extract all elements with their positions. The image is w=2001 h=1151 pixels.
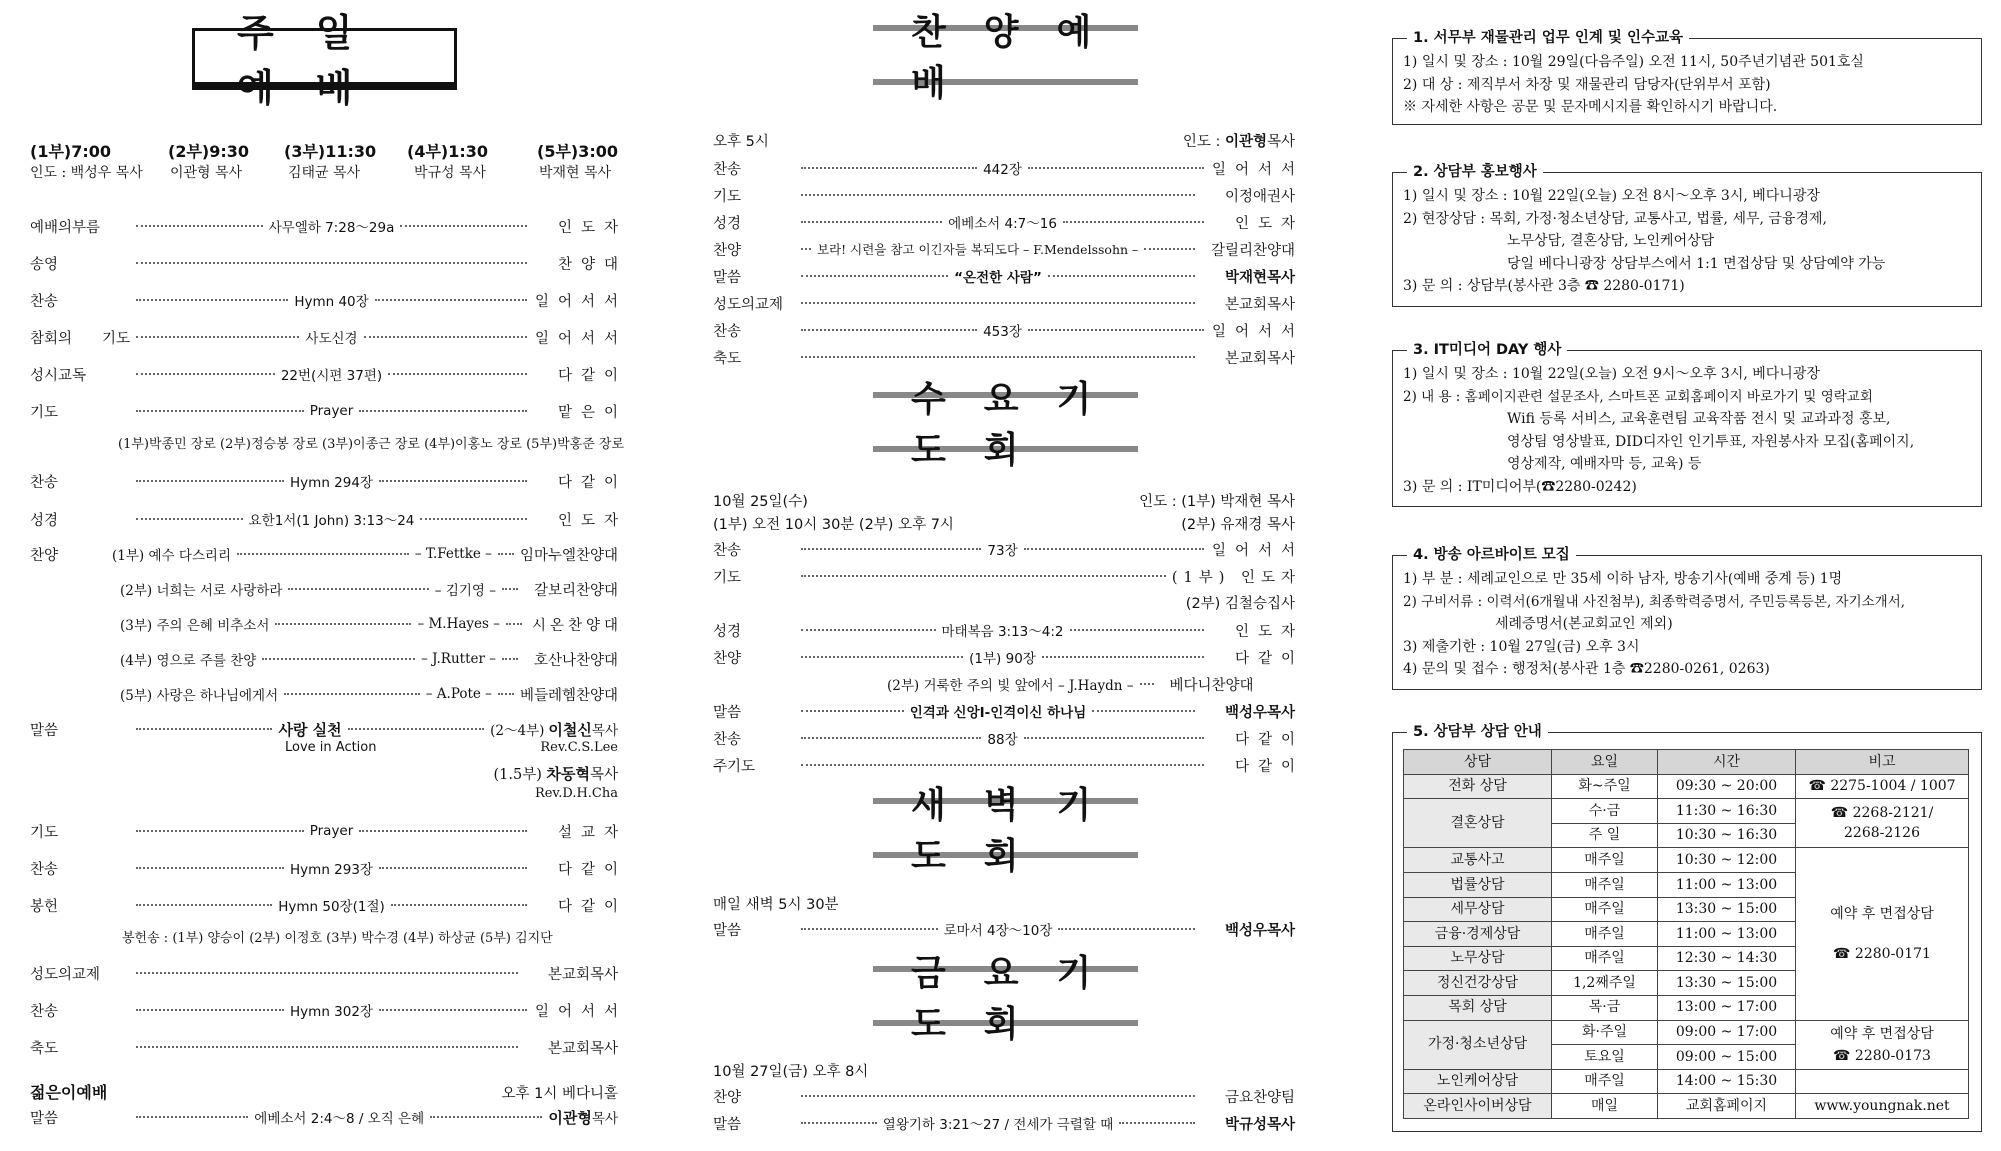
table-row: 가정·청소년상담 화·주일 09:00 ~ 17:00 예약 후 면접상담 ☎ 2280-0173: [1404, 1020, 1969, 1045]
notice-2-title: 2. 상담부 홍보행사: [1407, 161, 1543, 184]
anthem-row-2: (2부) 너희는 서로 사랑하라 – 김기영 – 갈보리찬양대: [120, 582, 618, 599]
praise-row-scripture: 성경 에베소서 4:7～16 인도자: [713, 215, 1304, 232]
order-row-scripture: 성경 요한1서(1 John) 3:13～24 인도자: [30, 512, 628, 529]
praise-row-anthem: 찬양 보라! 시련을 참고 이긴자들 복되도다 – F.Mendelssohn – 갈릴리찬양대: [713, 242, 1295, 259]
anthem-row-5: (5부) 사랑은 하나님에게서 – A.Pote – 베들레헴찬양대: [120, 686, 618, 704]
notice-3-title: 3. IT미디어 DAY 행사: [1407, 339, 1567, 362]
anthem-row-3: (3부) 주의 은혜 비추소서 – M.Hayes – 시온찬양대: [120, 616, 622, 634]
offering-singers: 봉헌송 : (1부) 양승이 (2부) 이정호 (3부) 박수경 (4부) 하상균 (5부) 김지단: [122, 931, 553, 946]
col-header-note: 비고: [1796, 750, 1969, 775]
friday-date: 10월 27일(금) 오후 8시: [713, 1064, 869, 1080]
col-header-day: 요일: [1552, 750, 1658, 775]
table-row: 금융·경제상담 매주일 11:00 ~ 13:00: [1404, 922, 1969, 947]
anthem-row-4: (4부) 영으로 주를 찬양 – J.Rutter – 호산나찬양대: [120, 651, 618, 669]
counsel-schedule-table: [1403, 749, 1969, 1119]
notice-2: 2. 상담부 홍보행사 1) 일시 및 장소 : 10월 22일(오늘) 오전 8시～오후 3시, 베다니광장 2) 현장상담 : 목회, 가정·청소년상담, 교통사고, 법률, 세무, 금융경제, 노무상담, 결혼상담, 노인케어상담 당일 베다니광장 상담부스에서 1:1 면접상담 및 상담예약 가능 3) 문 의 : 상담부(봉사관 3층 ☎ 2280-0171): [1392, 172, 1982, 307]
order-row-responsive-reading: 성시교독 22번(시편 37편) 다같이: [30, 367, 628, 384]
announcements-column: [1392, 0, 1982, 1151]
order-row-hymn-302: 찬송 Hymn 302장 일어서서: [30, 1003, 628, 1020]
friday-row-praise: 찬양 금요찬양팀: [713, 1089, 1295, 1106]
youth-service-time: 오후 1시 베다니홀: [501, 1086, 618, 1102]
friday-row-sermon: 말씀 열왕기하 3:21～27 / 전세가 극렬할 때 박규성목사: [713, 1115, 1296, 1133]
leader-2: 이관형 목사: [170, 165, 243, 181]
table-row: 주 일 10:30 ~ 16:30: [1404, 823, 1969, 848]
notice-3: 3. IT미디어 DAY 행사 1) 일시 및 장소 : 10월 22일(오늘) 오전 9시～오후 3시, 베다니광장 2) 내 용 : 홈페이지관련 설문조사, 스마트폰 교회홈페이지 바로가기 및 영락교회 Wifi 등록 서비스, 교육훈련팀 교육작품 전시 및 교과과정 홍보, 영상팀 영상발표, DID디자인 인기투표, 자원봉사자 모집(홈페이지, 영상제작, 예배자막 등, 교육) 등 3) 문 의 : IT미디어부(☎2280-0242): [1392, 350, 1982, 507]
wednesday-time: (1부) 오전 10시 30분 (2부) 오후 7시: [713, 517, 954, 533]
praise-service-leader: 인도 : 이관형목사: [1182, 134, 1295, 150]
wed-row-hymn-73: 찬송 73장 일어서서: [713, 542, 1305, 559]
wed-row-scripture: 성경 마태복음 3:13～4:2 인도자: [713, 623, 1304, 640]
anthem-row-1: 찬양 (1부) 예수 다스리리 – T.Fettke – 임마누엘찬양대: [30, 546, 618, 564]
praise-service-time: 오후 5시: [713, 134, 769, 150]
order-row-hymn-294: 찬송 Hymn 294장 다같이: [30, 474, 628, 491]
table-header-row: [1404, 750, 1969, 775]
order-row-offering: 봉헌 Hymn 50장(1절) 다같이: [30, 898, 627, 915]
time-5: (5부)3:00: [537, 142, 619, 161]
table-row: 법률상담 매주일 11:00 ~ 13:00: [1404, 872, 1969, 897]
preacher-2-en: Rev.D.H.Cha: [534, 786, 618, 801]
wednesday-leader-2: (2부) 유재경 목사: [1181, 517, 1295, 533]
wed-row-lords-prayer: 주기도 다같이: [713, 758, 1304, 775]
preacher-1: 이철신: [548, 720, 592, 739]
leader-3: 김태균 목사: [288, 165, 361, 181]
dawn-prayer-heading: 새벽기도회: [873, 798, 1138, 858]
praise-row-benediction: 축도 본교회목사: [713, 350, 1295, 367]
wed-row-hymn-90: 찬양 (1부) 90장 다같이: [713, 650, 1304, 667]
sunday-service-column: [30, 0, 628, 1151]
order-row-confession: 참회의 기도 사도신경 일어서서: [30, 330, 628, 347]
table-row: 토요일 09:00 ~ 15:00: [1404, 1045, 1969, 1070]
wed-row-prayer: 기도 (1부) 인도자: [713, 569, 1301, 586]
table-row: 교통사고 매주일 10:30 ~ 12:00 예약 후 면접상담 ☎ 2280-0171: [1404, 848, 1969, 873]
order-row-call-to-worship: 예배의부름 사무엘하 7:28～29a 인도자: [30, 219, 628, 236]
dawn-time: 매일 새벽 5시 30분: [713, 897, 839, 913]
time-4: (4부)1:30: [407, 142, 489, 161]
notice-1-title: 1. 서무부 재물관리 업무 인계 및 인수교육: [1407, 27, 1689, 50]
notice-1: 1. 서무부 재물관리 업무 인계 및 인수교육 1) 일시 및 장소 : 10월 29일(다음주일) 오전 11시, 50주년기념관 501호실 2) 대 상 : 제직부서 차장 및 재물관리 담당자(단위부서 포함) ※ 자세한 사항은 공문 및 문자메시지를 확인하시기 바랍니다.: [1392, 38, 1982, 125]
praise-service-heading: 찬양예배: [873, 25, 1138, 85]
sermon-title: 사랑 실천: [278, 720, 342, 739]
table-row: 전화 상담 화~주일 09:30 ~ 20:00 ☎ 2275-1004 / 1007: [1404, 774, 1969, 799]
praise-row-hymn-442: 찬송 442장 일어서서: [713, 161, 1304, 178]
wed-row-hymn-88: 찬송 88장 다같이: [713, 731, 1305, 748]
sermon-row: 말씀 사랑 실천 (2～4부) 이철신 목사: [30, 720, 618, 739]
leader-5: 박재현 목사: [539, 165, 612, 181]
weekday-services-column: [713, 0, 1305, 1151]
sunday-service-heading: 주일예배: [192, 28, 457, 90]
table-row: 세무상담 매주일 13:30 ~ 15:00: [1404, 897, 1969, 922]
order-row-fellowship: 성도의교제 본교회목사: [30, 966, 618, 983]
praise-row-hymn-453: 찬송 453장 일어서서: [713, 323, 1304, 340]
order-row-hymn-293: 찬송 Hymn 293장 다같이: [30, 861, 628, 878]
notice-4-title: 4. 방송 아르바이트 모집: [1407, 544, 1576, 567]
order-row-doxology: 송영 찬양대: [30, 256, 627, 273]
table-row: 목회 상담 목·금 13:00 ~ 17:00: [1404, 995, 1969, 1020]
table-row: 정신건강상담 1,2째주일 13:30 ~ 15:00: [1404, 971, 1969, 996]
wed-row-sermon: 말씀 인격과 신앙Ⅰ-인격이신 하나님 백성우목사: [713, 703, 1295, 721]
notice-5-counsel: [1392, 724, 1982, 1132]
praise-row-sermon: 말씀 “온전한 사람” 박재현목사: [713, 268, 1295, 286]
prayer-elders: (1부)박종민 장로 (2부)정승봉 장로 (3부)이종근 장로 (4부)이홍노 장로 (5부)박홍준 장로: [118, 437, 625, 452]
time-1: (1부)7:00: [30, 142, 112, 161]
time-3: (3부)11:30: [284, 142, 377, 161]
table-row: 노인케어상담 매주일 14:00 ~ 15:30: [1404, 1069, 1969, 1094]
wednesday-leader-1: 인도 : (1부) 박재현 목사: [1139, 494, 1295, 510]
col-header-time: 시간: [1658, 750, 1796, 775]
wednesday-prayer-heading: 수요기도회: [873, 392, 1138, 452]
preacher-1-en: Rev.C.S.Lee: [540, 740, 618, 755]
order-row-prayer: 기도 Prayer 맡은이: [30, 403, 628, 421]
table-row: 온라인사이버상담 매일 교회홈페이지 www.youngnak.net: [1404, 1094, 1969, 1119]
col-header-counsel: 상담: [1404, 750, 1552, 775]
dawn-sermon-row: 말씀 로마서 4장～10장 백성우목사: [713, 921, 1296, 939]
table-row: 결혼상담 수·금 11:30 ~ 16:30 ☎ 2268-2121/ 2268-2126: [1404, 799, 1969, 824]
wed-prayer-2nd: (2부) 김철승집사: [1185, 596, 1295, 612]
youth-sermon-row: 말씀 에베소서 2:4～8 / 오직 은혜 이관형 목사: [30, 1108, 618, 1127]
praise-row-fellowship: 성도의교제 본교회목사: [713, 296, 1295, 313]
table-row: 노무상담 매주일 12:30 ~ 14:30: [1404, 946, 1969, 971]
order-row-benediction: 축도 본교회목사: [30, 1040, 618, 1057]
youth-service-title: 젊은이예배: [30, 1083, 108, 1102]
leader-1: 인도 : 백성우 목사: [30, 165, 143, 181]
sermon-subtitle: Love in Action: [285, 740, 377, 755]
notice-5-title: 5. 상담부 상담 안내: [1407, 721, 1548, 744]
order-row-hymn-40: 찬송 Hymn 40장 일어서서: [30, 293, 628, 310]
time-2: (2부)9:30: [168, 142, 250, 161]
order-row-prayer-2: 기도 Prayer 설교자: [30, 823, 628, 841]
wed-row-anthem-2: (2부) 거룩한 주의 빛 앞에서 – J.Haydn – 베다니찬양대: [887, 677, 1254, 694]
notice-4: 4. 방송 아르바이트 모집 1) 부 분 : 세례교인으로 만 35세 이하 남자, 방송기사(예배 중계 등) 1명 2) 구비서류 : 이력서(6개월내 사진첨부), 최종학력증명서, 주민등록등본, 자기소개서, 세례증명서(본교회교인 제외) 3) 제출기한 : 10월 27일(금) 오후 3시 4) 문의 및 접수 : 행정처(봉사관 1층 ☎2280-0261, 0263): [1392, 555, 1982, 690]
friday-prayer-heading: 금요기도회: [873, 966, 1138, 1026]
preacher-2: (1.5부) 차동혁목사: [493, 765, 618, 783]
praise-row-prayer: 기도 이정애권사: [713, 188, 1295, 205]
wednesday-date: 10월 25일(수): [713, 494, 808, 510]
leader-4: 박규성 목사: [414, 165, 487, 181]
